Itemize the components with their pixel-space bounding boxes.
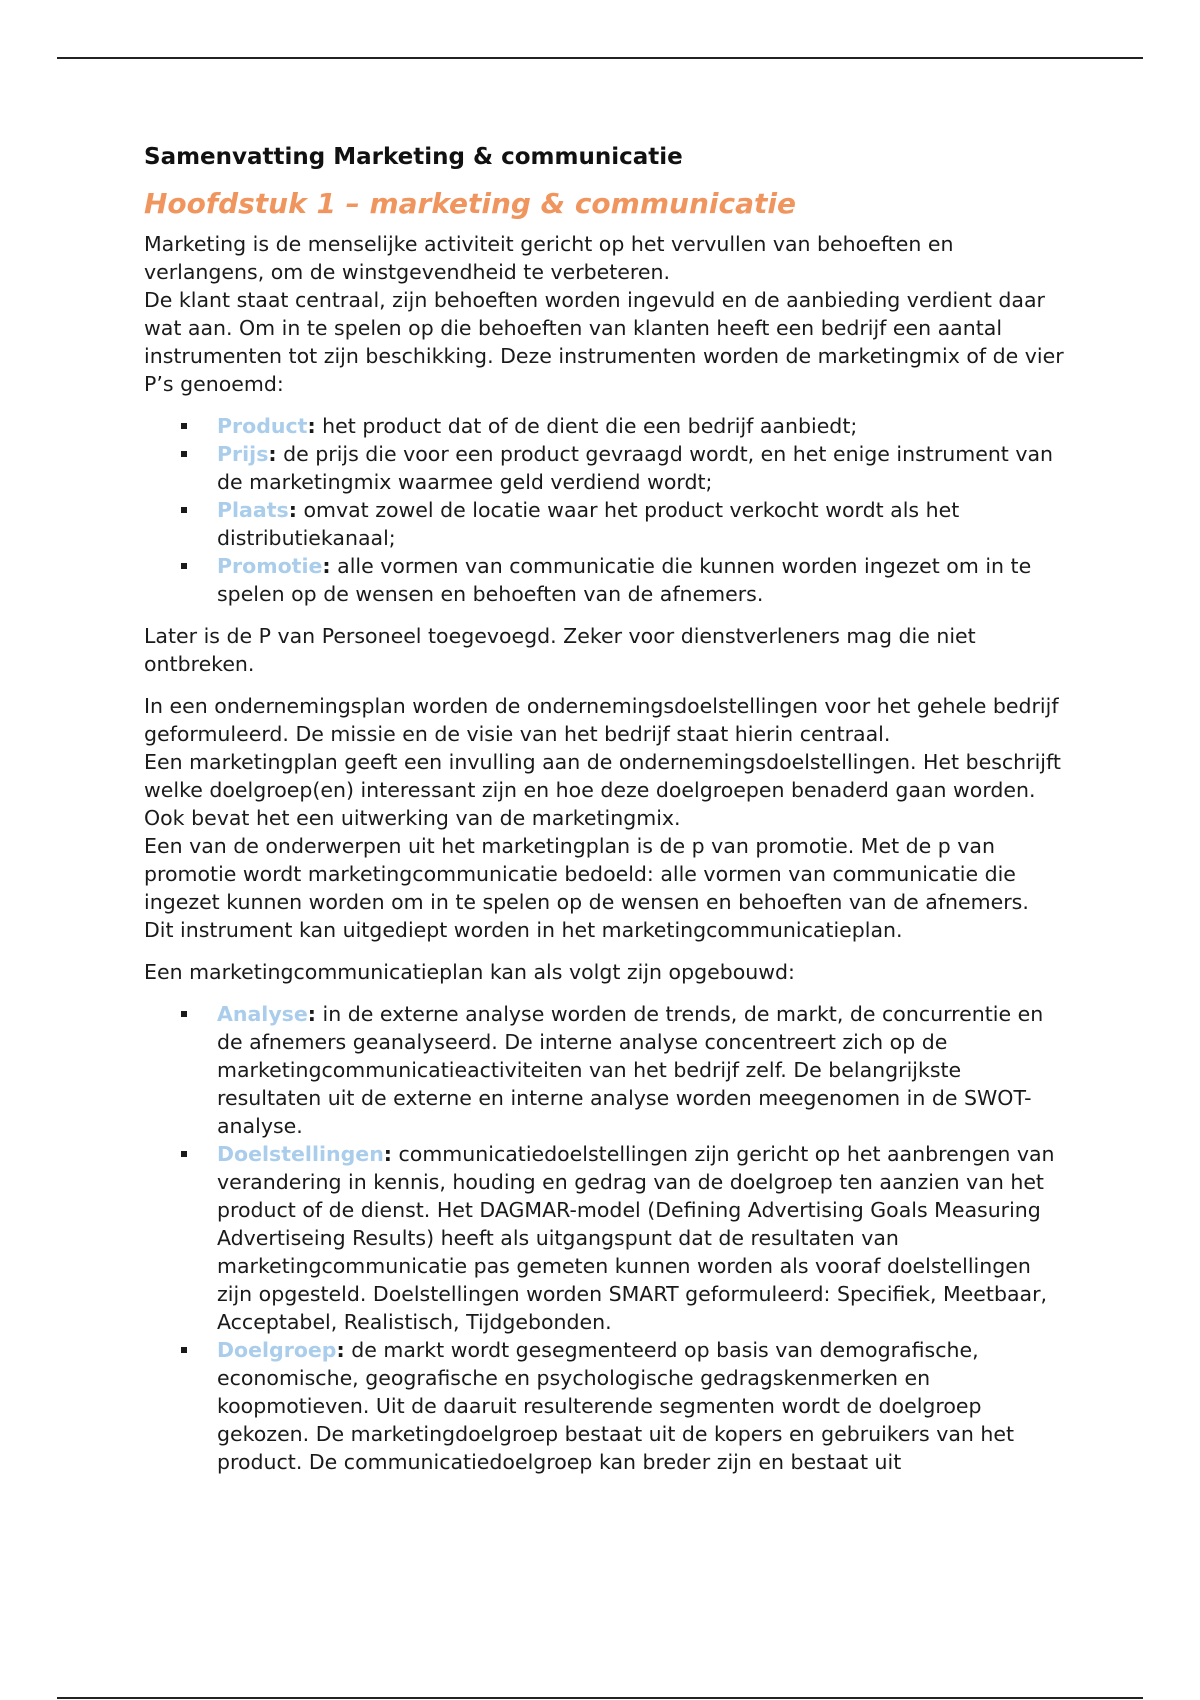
plan-paragraph-3: Een van de onderwerpen uit het marketingplan is de p van promotie. Met de p van promotie wordt marketingcommunicatie bedoeld: alle vormen van communicatie die ingezet kunnen worden om in te spelen op de wensen en behoeften van de afnemers. Dit instrument kan uitgediept worden in het marketingcommunicatieplan. [144, 834, 1029, 942]
document-title: Samenvatting Marketing & communicatie [144, 144, 683, 170]
bullet-icon [181, 563, 187, 569]
term-doelgroep: Doelgroep [217, 1338, 337, 1362]
list-item: Doelgroep: de markt wordt gesegmenteerd op basis van demografische, economische, geografische en psychologische gedragskenmerken en koopmotieven. Uit de daaruit resulterende segmenten wordt de doelgroep gekozen. De marketingdoelgroep bestaat uit de kopers en gebruikers van het product. De communicatiedoelgroep kan breder zijn en bestaat uit [217, 1336, 1064, 1476]
term-doelstellingen: Doelstellingen [217, 1142, 384, 1166]
chapter-heading: Hoofdstuk 1 – marketing & communicatie [144, 187, 796, 220]
document-page [144, 140, 1064, 1490]
item-text: het product dat of de dient die een bedrijf aanbiedt; [315, 414, 858, 438]
term-promotie: Promotie [217, 554, 323, 578]
list-item: Doelstellingen: communicatiedoelstellingen zijn gericht op het aanbrengen van verandering in kennis, houding en gedrag van de doelgroep ten aanzien van het product of de dienst. Het DAGMAR-model (Defining Advertising Goals Measuring Advertiseing Results) heeft als uitgangspunt dat de resultaten van marketingcommunicatie pas gemeten kunnen worden als vooraf doelstellingen zijn opgesteld. Doelstellingen worden SMART geformuleerd: Specifiek, Meetbaar, Acceptabel, Realistisch, Tijdgebonden. [217, 1140, 1064, 1336]
item-text: de markt wordt gesegmenteerd op basis van demografische, economische, geografische en psychologische gedragskenmerken en koopmotieven. Uit de daaruit resulterende segmenten wordt de doelgroep gekozen. De marketingdoelgroep bestaat uit de kopers en gebruikers van het product. De communicatiedoelgroep kan breder zijn en bestaat uit [217, 1338, 1015, 1474]
list-item: Product: het product dat of de dient die een bedrijf aanbiedt; [217, 412, 1064, 440]
list-item: Promotie: alle vormen van communicatie die kunnen worden ingezet om in te spelen op de wensen en behoeften van de afnemers. [217, 552, 1064, 608]
item-text: alle vormen van communicatie die kunnen worden ingezet om in te spelen op de wensen en behoeften van de afnemers. [217, 554, 1032, 606]
intro-paragraph-2: De klant staat centraal, zijn behoeften worden ingevuld en de aanbieding verdient daar wat aan. Om in te spelen op die behoeften van klanten heeft een bedrijf een aantal instrumenten tot zijn beschikking. Deze instrumenten worden de marketingmix of de vier P’s genoemd: [144, 288, 1064, 396]
list-item: Plaats: omvat zowel de locatie waar het product verkocht wordt als het distributiekanaal; [217, 496, 1064, 552]
list-item: Prijs: de prijs die voor een product gevraagd wordt, en het enige instrument van de marketingmix waarmee geld verdiend wordt; [217, 440, 1064, 496]
item-text: omvat zowel de locatie waar het product verkocht wordt als het distributiekanaal; [217, 498, 960, 550]
bullet-icon [181, 1347, 187, 1353]
header-rule [57, 57, 1143, 59]
bullet-icon [181, 1151, 187, 1157]
item-text: in de externe analyse worden de trends, de markt, de concurrentie en de afnemers geanalyseerd. De interne analyse concentreert zich op de marketingcommunicatieactiviteiten van het bedrijf zelf. De belangrijkste resultaten uit de externe en interne analyse worden meegenomen in de SWOT-analyse. [217, 1002, 1044, 1138]
structure-intro: Een marketingcommunicatieplan kan als volgt zijn opgebouwd: [144, 960, 795, 984]
term-product: Product [217, 414, 308, 438]
item-text: de prijs die voor een product gevraagd wordt, en het enige instrument van de marketingmix waarmee geld verdiend wordt; [217, 442, 1054, 494]
plan-paragraph-1: In een ondernemingsplan worden de ondernemingsdoelstellingen voor het gehele bedrijf geformuleerd. De missie en de visie van het bedrijf staat hierin centraal. [144, 694, 1059, 746]
term-analyse: Analyse [217, 1002, 308, 1026]
intro-paragraph: Marketing is de menselijke activiteit gericht op het vervullen van behoeften en verlangens, om de winstgevendheid te verbeteren. [144, 232, 954, 284]
bullet-icon [181, 507, 187, 513]
item-text: communicatiedoelstellingen zijn gericht op het aanbrengen van verandering in kennis, houding en gedrag van de doelgroep ten aanzien van het product of de dienst. Het DAGMAR-model (Defining Advertising Goals Measuring Advertiseing Results) heeft als uitgangspunt dat de resultaten van marketingcommunicatie pas gemeten kunnen worden als vooraf doelstellingen zijn opgesteld. Doelstellingen worden SMART geformuleerd: Specifiek, Meetbaar, Acceptabel, Realistisch, Tijdgebonden. [217, 1142, 1055, 1334]
plan-paragraph-2: Een marketingplan geeft een invulling aan de ondernemingsdoelstellingen. Het beschrijft welke doelgroep(en) interessant zijn en hoe deze doelgroepen benaderd gaan worden. Ook bevat het een uitwerking van de marketingmix. [144, 750, 1061, 830]
personeel-paragraph: Later is de P van Personeel toegevoegd. Zeker voor dienstverleners mag die niet ontbreken. [144, 624, 976, 676]
term-prijs: Prijs [217, 442, 269, 466]
footer-rule [57, 1697, 1143, 1699]
list-item: Analyse: in de externe analyse worden de trends, de markt, de concurrentie en de afnemers geanalyseerd. De interne analyse concentreert zich op de marketingcommunicatieactiviteiten van het bedrijf zelf. De belangrijkste resultaten uit de externe en interne analyse worden meegenomen in de SWOT-analyse. [217, 1000, 1064, 1140]
plan-structure-list [144, 1000, 1064, 1476]
bullet-icon [181, 423, 187, 429]
bullet-icon [181, 1011, 187, 1017]
bullet-icon [181, 451, 187, 457]
term-plaats: Plaats [217, 498, 289, 522]
marketing-mix-list [144, 412, 1064, 608]
